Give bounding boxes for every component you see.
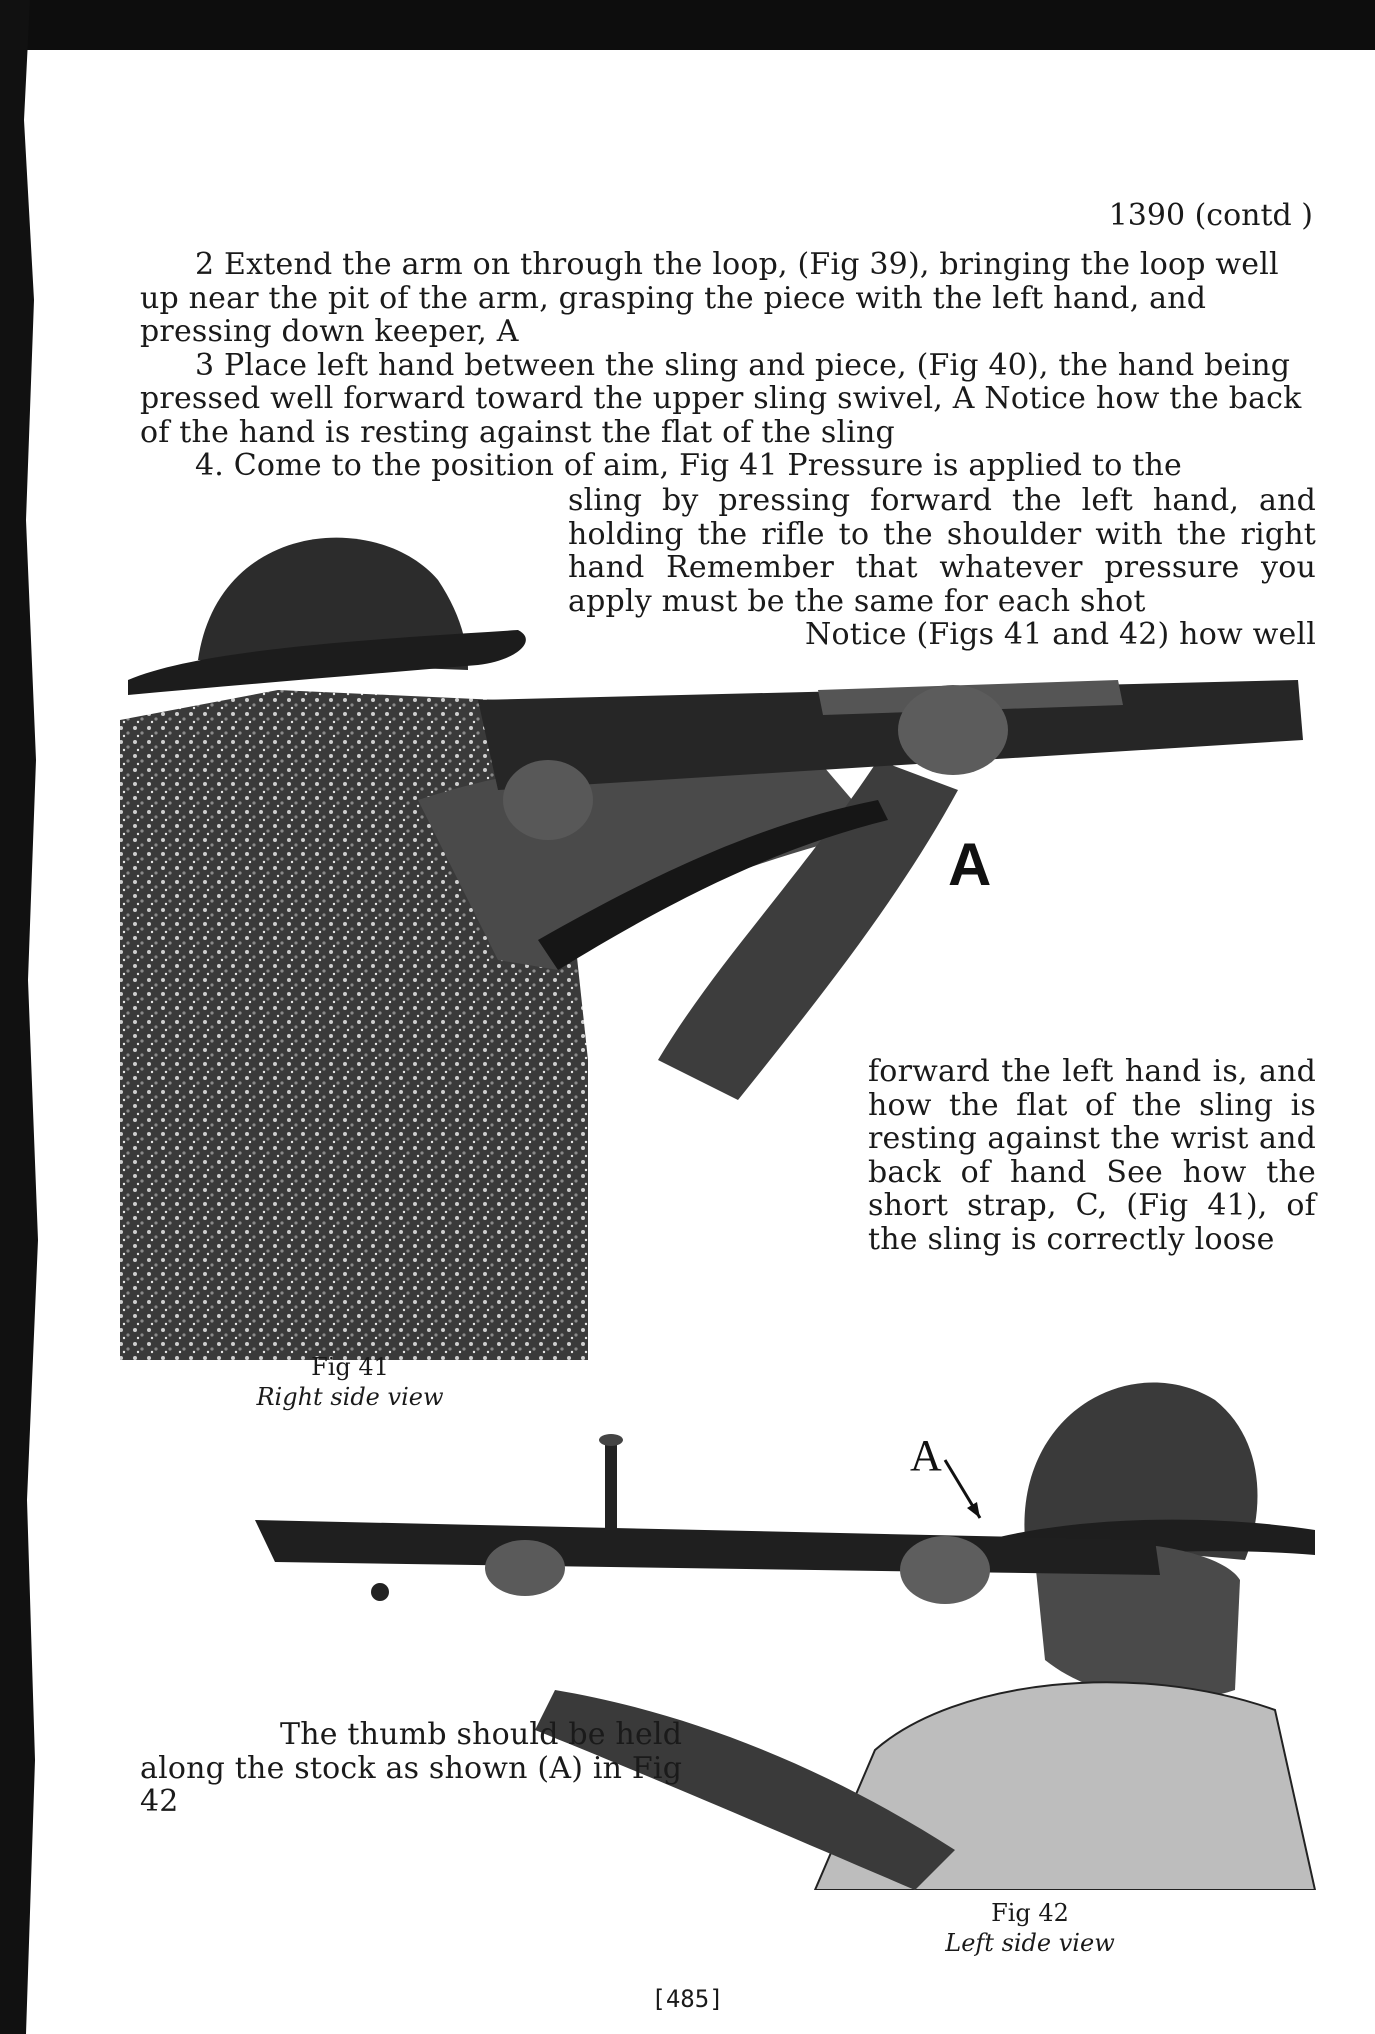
- figure-41-marker: A: [948, 831, 992, 898]
- paragraph-4-lead: 4. Come to the position of aim, Fig 41 Pressure is applied to the: [195, 448, 1182, 483]
- figure-41-label: Fig 41: [311, 1353, 389, 1381]
- figure-41-subtitle: Right side view: [256, 1383, 444, 1411]
- thumb-note: The thumb should be held along the stock as shown (A) in Fig 42: [140, 1717, 683, 1819]
- paragraph-4-continued: sling by pressing forward the left hand, and holding the rifle to the shoulder with the right hand Remember that whatever pressure you apply must be the same for each shot: [568, 483, 1316, 619]
- text-block-thumb: [140, 1718, 720, 1819]
- scan-left-edge: [0, 0, 48, 2034]
- text-block-top: [140, 248, 1315, 483]
- text-block-p5: [868, 1055, 1316, 1256]
- paragraph-3: 3 Place left hand between the sling and piece, (Fig 40), the hand being pressed well forward toward the upper sling swivel, A Notice how the back of the hand is resting against the flat of the sling: [140, 347, 1302, 450]
- scan-top-border: [0, 0, 1375, 50]
- figure-42-label: Fig 42: [991, 1899, 1069, 1927]
- paragraph-2: 2 Extend the arm on through the loop, (Fig 39), bringing the loop well up near the pit of the arm, grasping the piece with the left hand, and pressing down keeper, A: [140, 247, 1279, 349]
- figure-42-subtitle: Left side view: [945, 1929, 1115, 1957]
- figure-42-caption: [930, 1898, 1130, 1958]
- page-number: [485]: [651, 1985, 724, 2013]
- paragraph-5-continued: forward the left hand is, and how the flat of the sling is resting against the wrist and back of hand See how the short strap, C, (Fig 41), of the sling is correctly loose: [868, 1054, 1316, 1257]
- section-header: 1390 (contd ): [1108, 198, 1313, 233]
- figure-42-marker: A: [910, 1431, 942, 1480]
- paragraph-5-lead: Notice (Figs 41 and 42) how well: [805, 617, 1316, 652]
